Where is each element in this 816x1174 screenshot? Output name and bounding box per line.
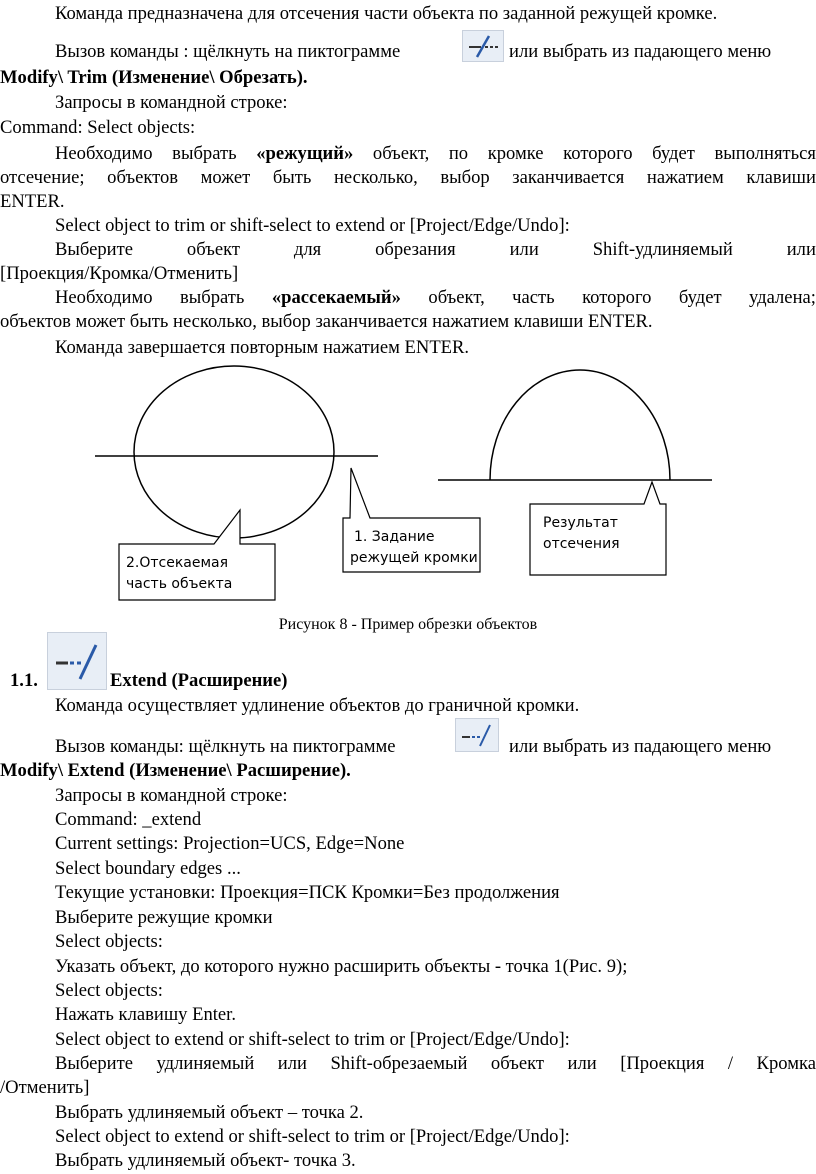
trim-call-menu: или выбрать из падающего меню: [509, 41, 772, 62]
callout-cutting-edge-line1: 1. Задание: [354, 529, 435, 545]
trim-split-para-line2: объектов может быть несколько, выбор заканчивается нажатием клавиши ENTER.: [0, 311, 653, 332]
extend-cmd: Command: _extend: [55, 809, 202, 830]
extend-menu-path: Modify\ Extend (Изменение\ Расширение).: [0, 760, 351, 781]
callout-trimmed-part-line2: часть объекта: [126, 576, 233, 592]
trim-split-para-line1: Необходимо выбрать «рассекаемый» объект, часть которого будет удалена;: [55, 287, 816, 308]
extend-press-enter: Нажать клавишу Enter.: [55, 1004, 236, 1025]
trim-cutting-para-line1: Необходимо выбрать «режущий» объект, по кромке которого будет выполняться: [55, 143, 816, 164]
extend-settings-ru: Текущие установки: Проекция=ПСК Кромки=Без продолжения: [55, 882, 560, 903]
trim-finish: Команда завершается повторным нажатием ENTER.: [55, 337, 470, 358]
trim-intro: Команда предназначена для отсечения части объекта по заданной режущей кромке.: [55, 3, 718, 24]
extend-select-prompt-ru-line1: Выберите удлиняемый или Shift-обрезаемый объект или [Проекция / Кромка: [55, 1053, 816, 1074]
callout-cutting-edge-line2: режущей кромки: [350, 550, 478, 566]
trim-select-prompt-ru-line2: [Проекция/Кромка/Отменить]: [0, 263, 239, 284]
extend-heading-title: Extend (Расширение): [110, 670, 288, 691]
callout-result-line1: Результат: [543, 515, 618, 531]
extend-select-objects-2: Select objects:: [55, 980, 163, 1001]
extend-point-1: Указать объект, до которого нужно расширить объекты - точка 1(Рис. 9);: [55, 956, 628, 977]
trim-cutting-para-line3: ENTER.: [0, 191, 65, 212]
full-circle: [134, 366, 334, 538]
trim-prompts-label: Запросы в командной строке:: [55, 92, 288, 113]
extend-settings: Current settings: Projection=UCS, Edge=None: [55, 833, 405, 854]
trim-call-text: Вызов команды : щёлкнуть на пиктограмме: [55, 41, 401, 62]
trim-command-line: Command: Select objects:: [0, 117, 196, 138]
extend-point-3: Выбрать удлиняемый объект- точка 3.: [55, 1150, 356, 1171]
extend-call-text: Вызов команды: щёлкнуть на пиктограмме: [55, 736, 396, 757]
extend-intro: Команда осуществляет удлинение объектов до граничной кромки.: [55, 695, 580, 716]
callout-trimmed-part-line1: 2.Отсекаемая: [126, 555, 229, 571]
trim-menu-path: Modify\ Trim (Изменение\ Обрезать).: [0, 67, 308, 88]
callout-result-line2: отсечения: [543, 536, 620, 552]
extend-prompts-label: Запросы в командной строке:: [55, 785, 288, 806]
extend-select-prompt-2: Select object to extend or shift-select to trim or [Project/Edge/Undo]:: [55, 1126, 570, 1147]
extend-select-prompt-ru-line2: /Отменить]: [0, 1077, 90, 1098]
extend-icon: [47, 632, 107, 690]
extend-boundary: Select boundary edges ...: [55, 858, 241, 879]
extend-select-edges-ru: Выберите режущие кромки: [55, 907, 273, 928]
trim-select-prompt-ru-line1: Выберите объект для обрезания или Shift-удлиняемый или: [55, 239, 816, 260]
extend-select-objects-1: Select objects:: [55, 931, 163, 952]
extend-select-prompt-1: Select object to extend or shift-select to trim or [Project/Edge/Undo]:: [55, 1029, 570, 1050]
extend-heading-number: 1.1.: [10, 670, 38, 691]
extend-point-2: Выбрать удлиняемый объект – точка 2.: [55, 1102, 364, 1123]
trim-select-prompt: Select object to trim or shift-select to extend or [Project/Edge/Undo]:: [55, 215, 570, 236]
trimmed-arc: [490, 370, 670, 480]
figure-caption: Рисунок 8 - Пример обрезки объектов: [278, 616, 538, 633]
extend-icon-inline: [455, 718, 499, 752]
extend-call-menu: или выбрать из падающего меню: [509, 736, 772, 757]
trim-cutting-para-line2: отсечение; объектов может быть несколько, выбор заканчивается нажатием клавиши: [0, 167, 816, 188]
trim-example-figure: [0, 360, 816, 610]
trim-icon: [462, 30, 504, 62]
